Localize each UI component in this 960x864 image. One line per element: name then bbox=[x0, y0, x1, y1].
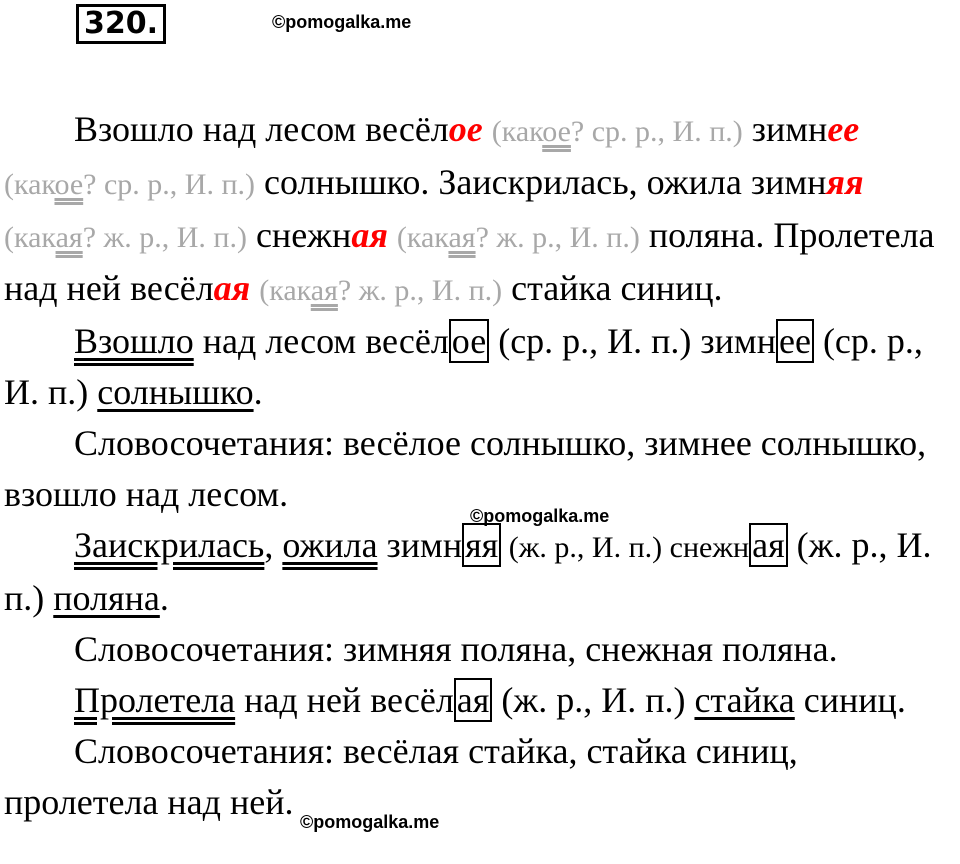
ending-box: ое bbox=[449, 319, 489, 363]
text-segment: стайка синиц. bbox=[502, 268, 723, 308]
predicate: Взошло bbox=[74, 321, 194, 361]
paragraph-analysis-1: Взошло над лесом весёлое (ср. р., И. п.) зимнее (ср. р., И. п.) солнышко. bbox=[4, 321, 923, 412]
watermark-top: ©pomogalka.me bbox=[272, 12, 412, 32]
ending-box: яя bbox=[462, 523, 501, 567]
watermark-bottom: ©pomogalka.me bbox=[300, 812, 440, 832]
paragraph-source-text bbox=[4, 104, 959, 316]
ending-box: ая bbox=[749, 523, 788, 567]
text-segment: поляна. Пролетела над ней весёл bbox=[4, 215, 935, 308]
ending-box: ее bbox=[776, 319, 814, 363]
adjective-ending: ее bbox=[827, 109, 860, 149]
paragraph-phrases-3: Словосочетания: весёлая стайка, стайка синиц, пролетела над ней. bbox=[4, 731, 798, 822]
case-question: (какое? ср. р., И. п.) bbox=[491, 115, 743, 148]
case-question: (какая? ж. р., И. п.) bbox=[4, 221, 247, 254]
subject: стайка bbox=[694, 680, 795, 720]
text-segment: Взошло над лесом весёл bbox=[74, 109, 449, 149]
ending-box: ая bbox=[454, 678, 493, 722]
predicate: ожила bbox=[282, 525, 378, 565]
adjective-ending: ая bbox=[213, 268, 251, 308]
adjective-ending: ое bbox=[448, 109, 483, 149]
solution-text bbox=[4, 104, 959, 828]
task-number: 320. bbox=[76, 4, 166, 44]
subject: солнышко bbox=[97, 372, 254, 412]
watermark-middle: ©pomogalka.me bbox=[470, 506, 610, 526]
text-segment: солнышко. Заискрилась, ожила зимн bbox=[255, 162, 827, 202]
subject: поляна bbox=[53, 578, 160, 618]
paragraph-phrases-2: Словосочетания: зимняя поляна, снежная поляна. bbox=[74, 629, 838, 669]
predicate: Пролетела bbox=[74, 680, 236, 720]
paragraph-analysis-2: Заискрилась, ожила зимняя (ж. р., И. п.) снежная (ж. р., И. п.) поляна. bbox=[4, 525, 932, 618]
case-question: (какая? ж. р., И. п.) bbox=[396, 221, 640, 254]
text-segment: снежн bbox=[246, 215, 352, 255]
adjective-ending: яя bbox=[826, 162, 864, 202]
case-question: (какая? ж. р., И. п.) bbox=[259, 274, 503, 307]
adjective-ending: ая bbox=[351, 215, 388, 255]
paragraph-analysis-3: Пролетела над ней весёлая (ж. р., И. п.) стайка синиц. bbox=[74, 680, 906, 720]
predicate: Заискрилась bbox=[74, 525, 265, 565]
case-question: (какое? ср. р., И. п.) bbox=[4, 168, 256, 201]
paragraph-phrases-1: Словосочетания: весёлое солнышко, зимнее солнышко, взошло над лесом. bbox=[4, 423, 927, 514]
text-segment: зимн bbox=[742, 109, 828, 149]
